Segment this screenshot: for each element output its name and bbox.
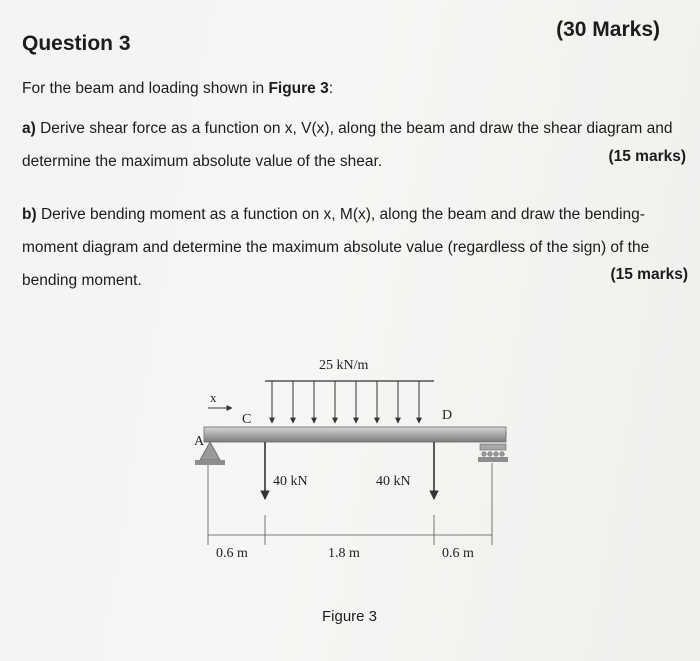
point-load-left-label: 40 kN — [273, 474, 308, 489]
part-b-label: b) — [22, 206, 37, 223]
point-load-right-label: 40 kN — [376, 474, 411, 489]
distributed-load — [265, 381, 434, 423]
part-b-marks: (15 marks) — [610, 266, 688, 283]
part-a — [22, 112, 692, 178]
point-c-label: C — [242, 412, 252, 427]
part-a-label: a) — [22, 120, 36, 137]
part-a-marks: (15 marks) — [608, 148, 686, 165]
figure-caption: Figure 3 — [322, 608, 378, 625]
beam — [204, 427, 506, 442]
distributed-load-label: 25 kN/m — [319, 358, 369, 373]
point-d-label: D — [442, 408, 453, 423]
x-axis-label: x — [210, 390, 217, 405]
question-title: Question 3 — [22, 32, 131, 55]
roller-support-b — [478, 444, 508, 462]
intro-prefix: For the beam and loading shown in — [22, 80, 269, 97]
beam-diagram — [180, 345, 520, 575]
intro-suffix: : — [328, 80, 334, 97]
part-a-text: Derive shear force as a function on x, V(x), along the beam and draw the shear diagram and determine the maximum absolute value of the shear. — [22, 120, 673, 170]
intro-figure-ref: Figure 3 — [268, 80, 329, 97]
point-a-label: A — [194, 434, 205, 449]
part-b-text: Derive bending moment as a function on x, M(x), along the beam and draw the bending-moment diagram and determine the maximum absolute value (regardless of the sign) of the bending moment. — [22, 206, 650, 289]
part-b — [22, 198, 692, 297]
dimension-middle-label: 1.8 m — [328, 546, 360, 561]
dimension-left-label: 0.6 m — [216, 546, 248, 561]
question-intro — [22, 80, 333, 98]
total-marks: (30 Marks) — [556, 18, 660, 41]
beam-figure — [180, 345, 520, 575]
dimension-right-label: 0.6 m — [442, 546, 474, 561]
dimension-lines — [208, 463, 492, 545]
